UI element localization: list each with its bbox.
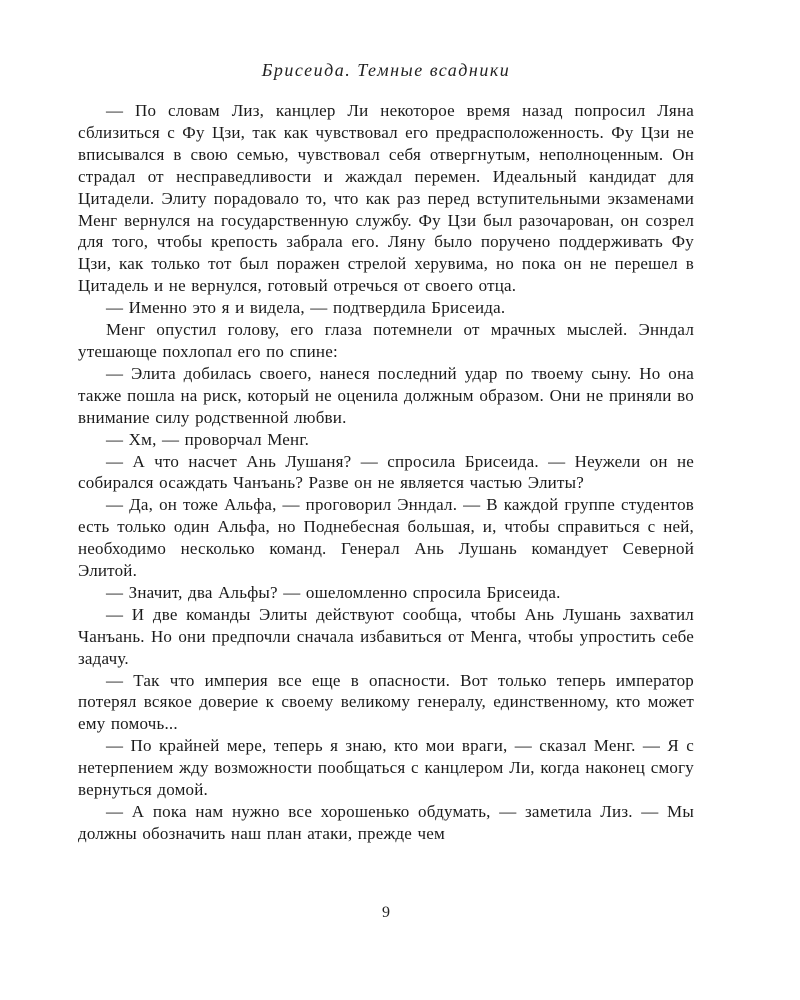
- paragraph: — А что насчет Ань Лушаня? — спросила Брисеида. — Неужели он не собирался осаждать Чанъань? Разве он не является частью Элиты?: [78, 451, 694, 493]
- running-header: Брисеида. Темные всадники: [261, 60, 511, 80]
- paragraph: — По словам Лиз, канцлер Ли некоторое время назад попросил Ляна сблизиться с Фу Цзи, так как чувствовал его предрасположенность. Фу Цзи не вписывался в свою семью, чувствовал себя отвергнутым, неполноценным. Он страдал от несправедливости и жаждал перемен. Идеальный кандидат для Цитадели. Элиту порадовало то, что как раз перед вступительными экзаменами Менг вернулся на государственную службу. Фу Цзи был разочарован, он созрел для того, чтобы крепость забрала его. Ляну было поручено поддерживать Фу Цзи, как только тот был поражен стрелой херувима, но пока он не перешел в Цитадель и не вернулся, готовый отречься от своего отца.: [78, 101, 694, 296]
- paragraph: — Да, он тоже Альфа, — проговорил Энндал. — В каждой группе студентов есть только один Альфа, но Поднебесная большая, и, чтобы справиться с ней, необходимо несколько команд. Генерал Ань Лушань командует Северной Элитой.: [78, 495, 694, 581]
- paragraph: — Хм, — проворчал Менг.: [106, 429, 310, 449]
- paragraph: — Значит, два Альфы? — ошеломленно спросила Брисеида.: [106, 582, 561, 602]
- page-text: [78, 100, 694, 845]
- paragraph: — Элита добилась своего, нанеся последний удар по твоему сыну. Но она также пошла на риск, который не оценила должным образом. Они не приняли во внимание силу родственной любви.: [78, 363, 694, 427]
- paragraph: — И две команды Элиты действуют сообща, чтобы Ань Лушань захватил Чанъань. Но они предпочли сначала избавиться от Менга, чтобы упростить себе задачу.: [78, 604, 694, 668]
- paragraph: Менг опустил голову, его глаза потемнели от мрачных мыслей. Энндал утешающе похлопал его по спине:: [78, 320, 694, 361]
- paragraph: — Так что империя все еще в опасности. Вот только теперь император потерял всякое доверие к своему великому генералу, единственному, кто может ему помочь...: [78, 670, 694, 734]
- paragraph: — А пока нам нужно все хорошенько обдумать, — заметила Лиз. — Мы должны обозначить наш план атаки, прежде чем: [78, 802, 694, 843]
- page-number: 9: [382, 904, 390, 921]
- paragraph: — По крайней мере, теперь я знаю, кто мои враги, — сказал Менг. — Я с нетерпением жду возможности пообщаться с канцлером Ли, когда наконец смогу вернуться домой.: [78, 736, 694, 800]
- paragraph: — Именно это я и видела, — подтвердила Брисеида.: [106, 298, 506, 318]
